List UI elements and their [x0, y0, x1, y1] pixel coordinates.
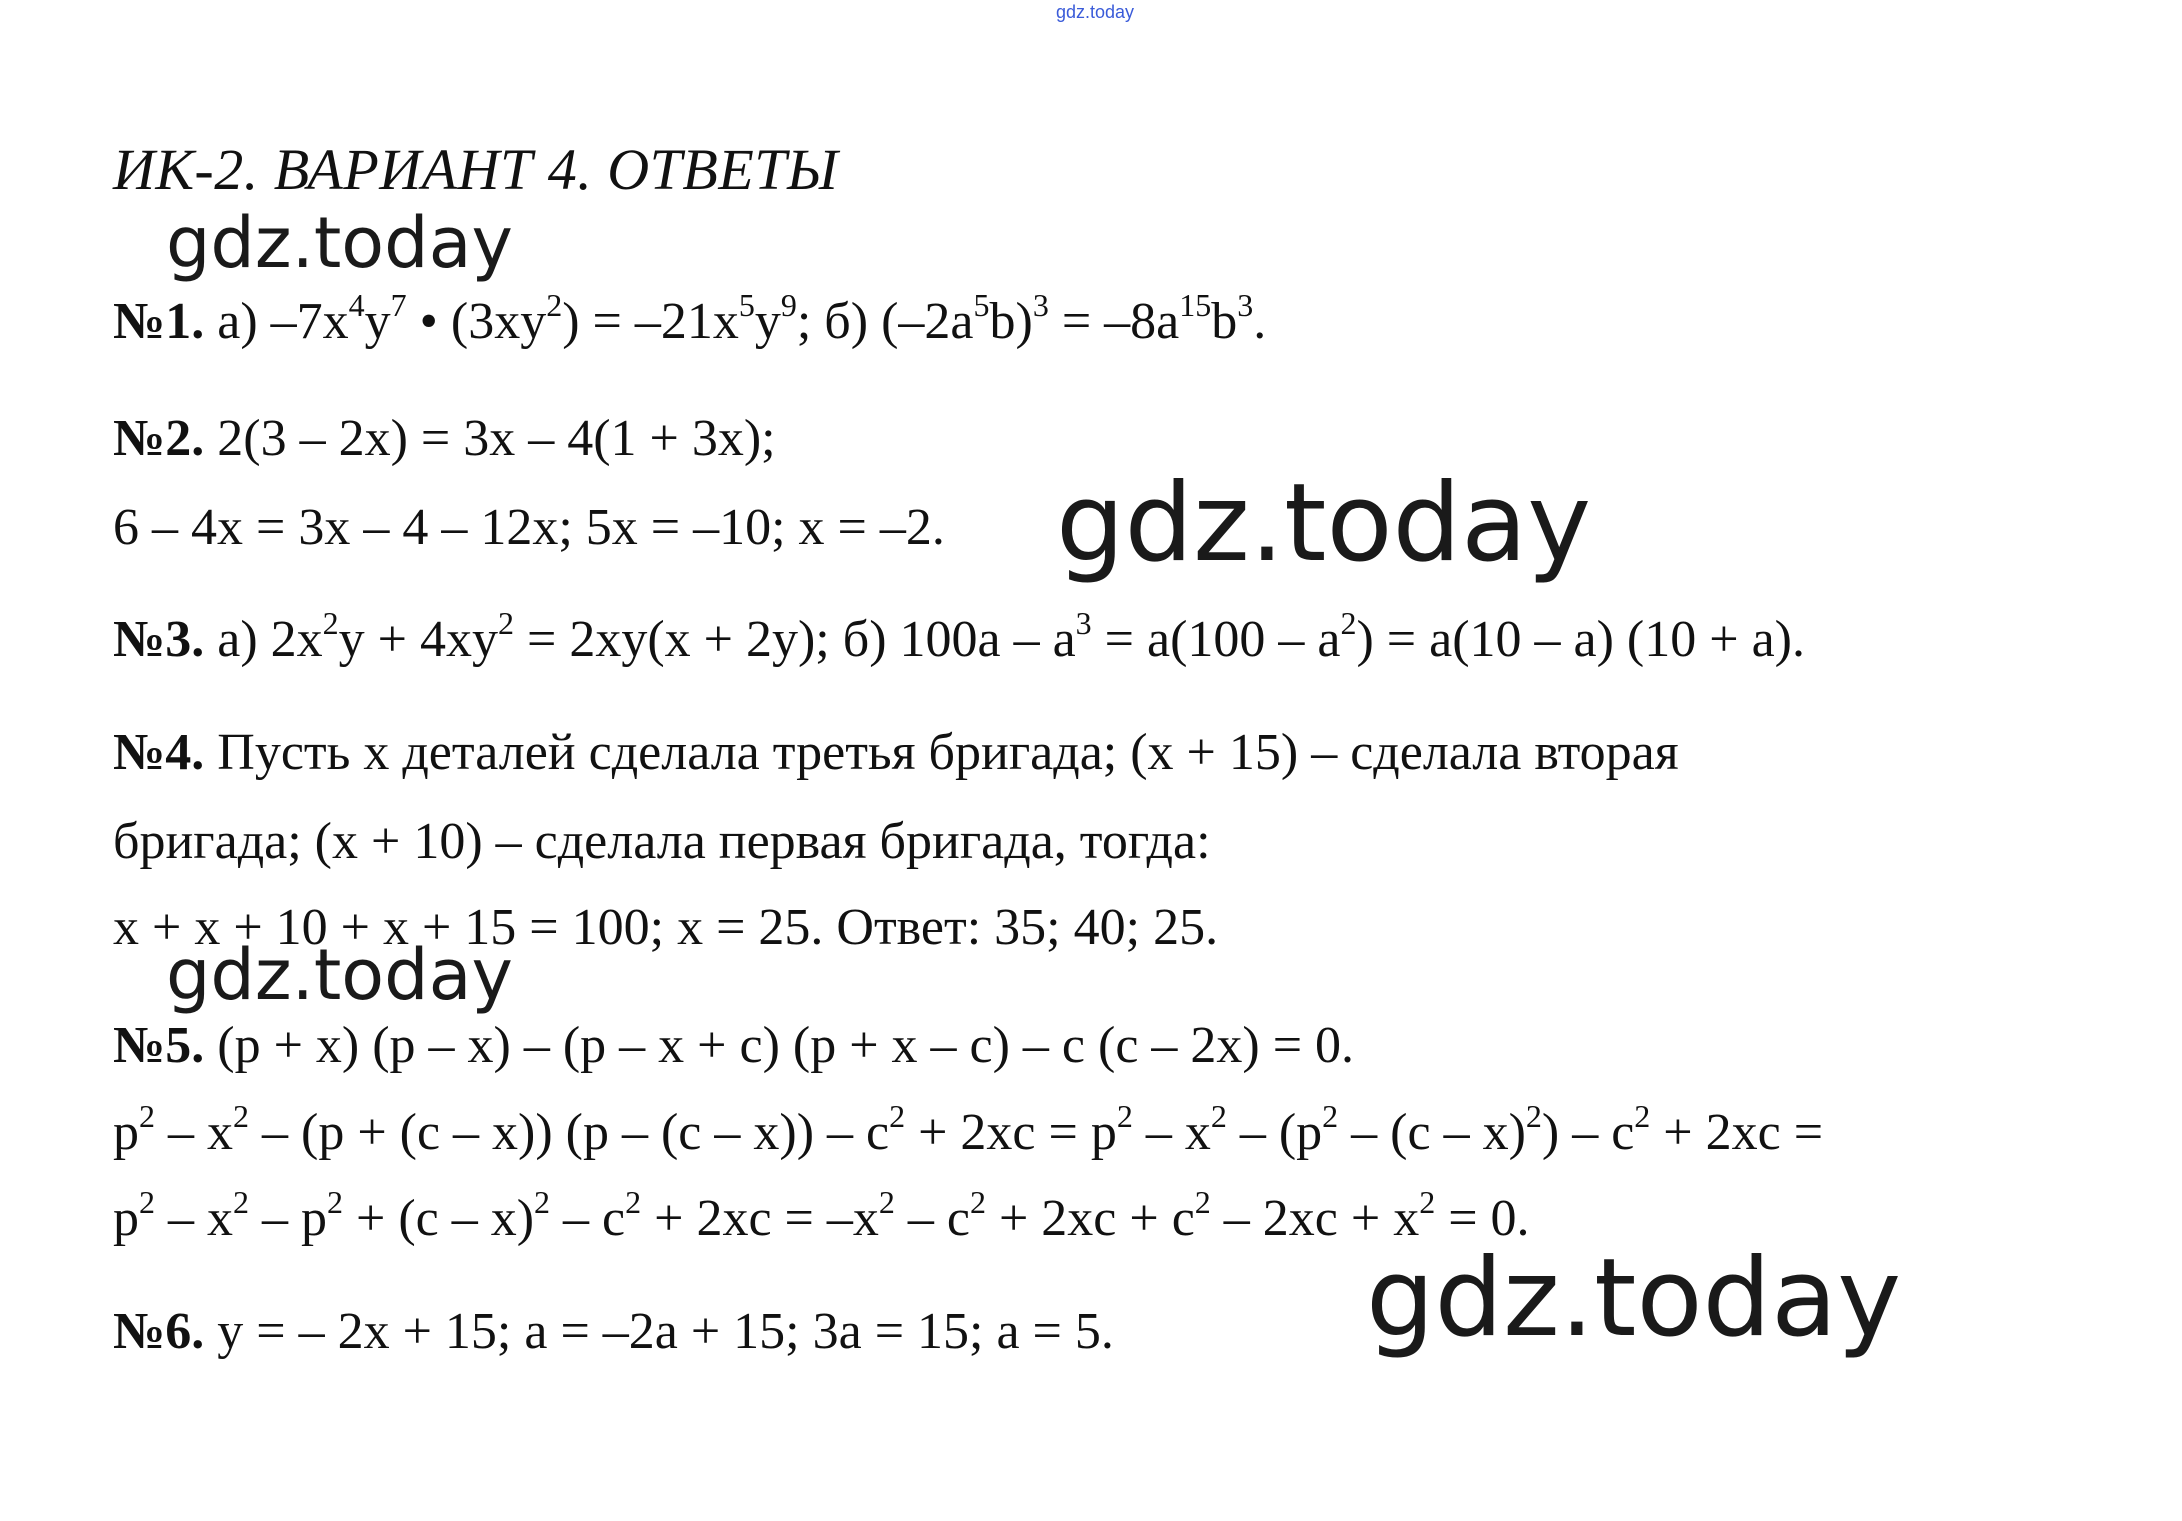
- exponent: 5: [973, 286, 990, 323]
- task-3-text: = a(100 – a: [1091, 611, 1341, 668]
- task-4-number: №4.: [113, 724, 205, 781]
- task-1-number: №1.: [113, 293, 205, 350]
- watermark-2: gdz.today: [1056, 461, 1592, 586]
- task-5-text: p: [113, 1104, 139, 1161]
- exponent: 2: [233, 1183, 249, 1220]
- exponent: 2: [1116, 1097, 1133, 1134]
- task-2-number: №2.: [113, 410, 205, 467]
- task-1-text: = –8a: [1048, 293, 1180, 350]
- exponent: 2: [878, 1183, 895, 1220]
- exponent: 2: [625, 1183, 642, 1220]
- exponent: 5: [738, 286, 755, 323]
- exponent: 2: [1634, 1097, 1651, 1134]
- task-5-text: – x: [1132, 1104, 1211, 1161]
- task-5-text: ) – c: [1541, 1104, 1635, 1161]
- task-5-text: – c: [894, 1190, 970, 1247]
- exponent: 2: [534, 1183, 551, 1220]
- task-1-text: ) = –21x: [562, 293, 739, 350]
- exponent: 2: [498, 604, 514, 641]
- task-1-text: .: [1253, 293, 1267, 350]
- exponent: 2: [327, 1183, 343, 1220]
- task-5-text: – (p: [1226, 1104, 1323, 1161]
- exponent: 7: [390, 286, 407, 323]
- exponent: 2: [889, 1097, 906, 1134]
- exponent: 3: [1237, 286, 1254, 323]
- page-title: ИК-2. ВАРИАНТ 4. ОТВЕТЫ: [113, 137, 839, 202]
- task-1-line: [113, 286, 1267, 350]
- task-6-text: y = – 2x + 15; a = –2a + 15; 3a = 15; a = 5.: [204, 1303, 1114, 1360]
- watermark-4: gdz.today: [1366, 1236, 1902, 1361]
- exponent: 4: [348, 286, 365, 323]
- watermark-3: gdz.today: [166, 934, 513, 1016]
- exponent: 2: [1322, 1097, 1339, 1134]
- task-1-text: b): [989, 293, 1033, 350]
- task-5-text: p: [113, 1190, 139, 1247]
- task-4-line-3: x + x + 10 + x + 15 = 100; x = 25. Ответ: 35; 40; 25.: [113, 899, 1219, 956]
- exponent: 2: [322, 604, 339, 641]
- exponent: 2: [546, 286, 563, 323]
- exponent: 2: [1210, 1097, 1227, 1134]
- task-1-text: а) –7x: [204, 293, 349, 350]
- task-5-line-2: [113, 1097, 1824, 1161]
- task-5-text: – (p + (c – x)) (p – (c – x)) – c: [249, 1104, 890, 1161]
- task-5-number: №5.: [113, 1017, 205, 1074]
- task-4-text: Пусть x деталей сделала третья бригада; (x + 15) – сделала вторая: [204, 724, 1679, 781]
- task-5-line-3: [113, 1183, 1530, 1247]
- task-5-text: – x: [155, 1104, 233, 1161]
- task-3-text: y + 4xy: [338, 611, 498, 668]
- exponent: 3: [1075, 604, 1092, 641]
- task-4-line-2: бригада; (x + 10) – сделала первая бригада, тогда:: [113, 813, 1211, 870]
- exponent: 3: [1032, 286, 1049, 323]
- task-5-text: + 2xc + c: [985, 1190, 1195, 1247]
- watermark-1: gdz.today: [166, 202, 513, 284]
- task-5-text: – (c – x): [1338, 1104, 1526, 1161]
- exponent: 2: [1194, 1183, 1211, 1220]
- exponent: 15: [1179, 286, 1212, 323]
- task-3-text: ) = a(10 – a) (10 + a).: [1356, 611, 1805, 668]
- exponent: 9: [780, 286, 797, 323]
- task-1-text: y: [754, 293, 781, 350]
- task-5-text: – p: [249, 1190, 327, 1247]
- task-3-text: а) 2x: [204, 611, 323, 668]
- exponent: 2: [1340, 604, 1357, 641]
- task-3-number: №3.: [113, 611, 205, 668]
- task-2-line-2: 6 – 4x = 3x – 4 – 12x; 5x = –10; x = –2.: [113, 499, 945, 556]
- task-2-text: 2(3 – 2x) = 3x – 4(1 + 3x);: [204, 410, 776, 467]
- task-1-text: ; б) (–2a: [796, 293, 974, 350]
- exponent: 2: [1525, 1097, 1542, 1134]
- exponent: 2: [139, 1097, 155, 1134]
- task-3-line: [113, 604, 1805, 668]
- task-5-text: (p + x) (p – x) – (p – x + c) (p + x – c) – c (c – 2x) = 0.: [204, 1017, 1355, 1074]
- task-1-text: y: [364, 293, 391, 350]
- task-5-line-1: [113, 1017, 1355, 1074]
- task-6-number: №6.: [113, 1303, 205, 1360]
- task-3-text: = 2xy(x + 2y); б) 100a – a: [514, 611, 1076, 668]
- task-5-text: + 2xc = p: [905, 1104, 1117, 1161]
- task-4-line-1: [113, 724, 1679, 781]
- exponent: 2: [139, 1183, 155, 1220]
- task-5-text: + 2xc =: [1650, 1104, 1824, 1161]
- task-6-line: [113, 1303, 1114, 1360]
- task-1-text: b: [1211, 293, 1238, 350]
- task-2-line-1: [113, 410, 776, 467]
- task-5-text: – 2xc + x: [1210, 1190, 1420, 1247]
- task-5-text: – c: [550, 1190, 626, 1247]
- top-watermark: gdz.today: [1056, 2, 1135, 22]
- task-5-text: + (c – x): [343, 1190, 535, 1247]
- task-5-text: + 2xc = –x: [641, 1190, 879, 1247]
- task-5-text: = 0.: [1435, 1190, 1530, 1247]
- task-5-text: – x: [155, 1190, 233, 1247]
- task-1-text: • (3xy: [406, 293, 547, 350]
- exponent: 2: [1419, 1183, 1436, 1220]
- exponent: 2: [969, 1183, 986, 1220]
- exponent: 2: [233, 1097, 249, 1134]
